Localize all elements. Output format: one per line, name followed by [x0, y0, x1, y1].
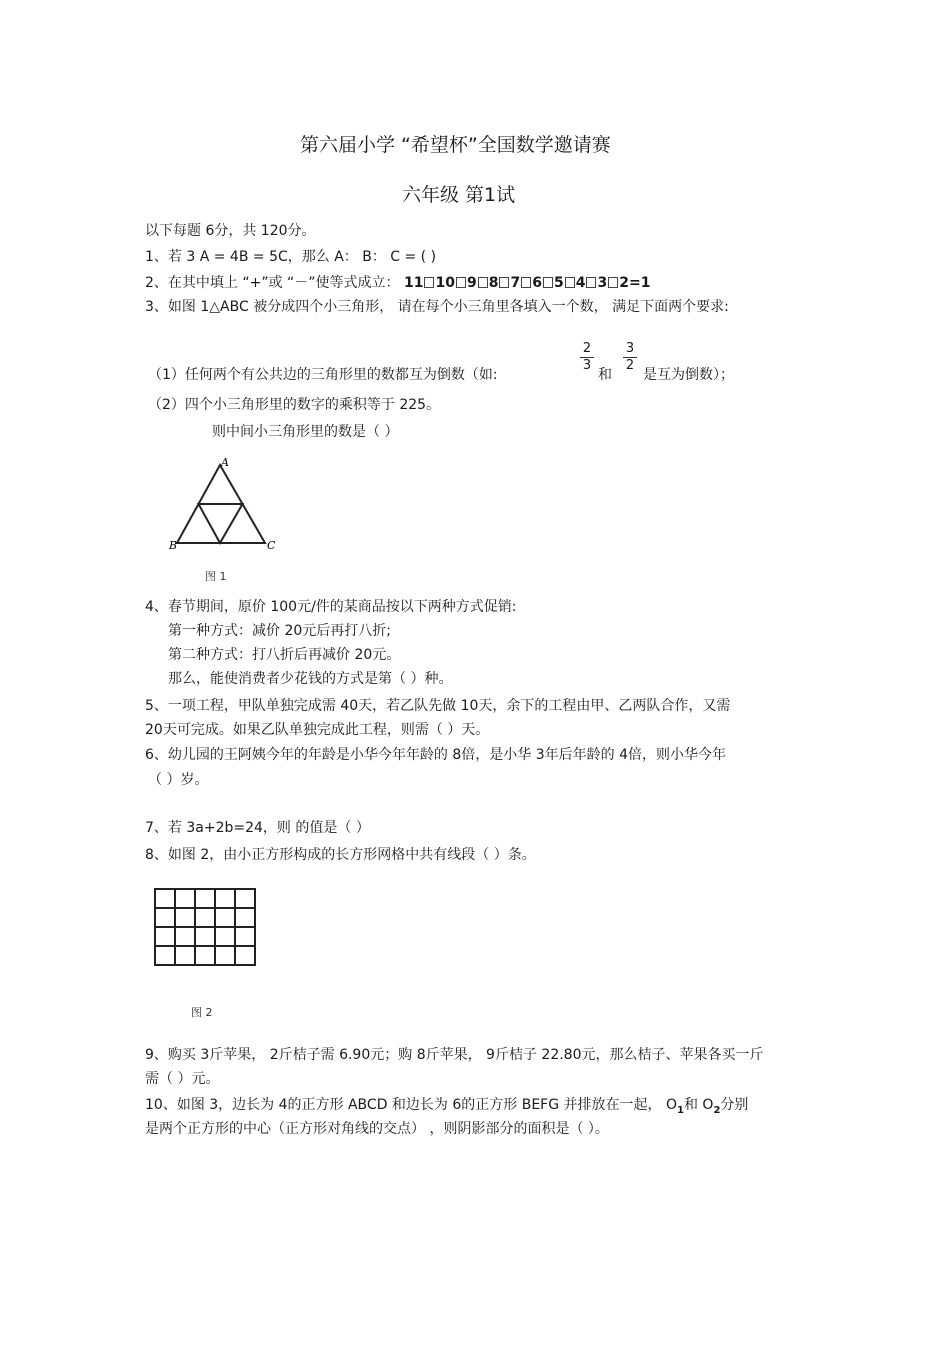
q2-number: 10 [435, 275, 455, 291]
question-7: 7、若 3a+2b=24，则 的值是（ ） [145, 820, 370, 836]
blank-box [478, 277, 488, 288]
q10-sub-2: 2 [713, 1104, 721, 1116]
q2-number: 6 [532, 275, 542, 291]
and-text: 和 [598, 367, 612, 383]
q2-number: 8 [488, 275, 499, 291]
fraction-denominator: 2 [625, 358, 635, 373]
q10-text-b: 分别 [720, 1097, 749, 1113]
question-6-line-1: 6、幼儿园的王阿姨今年的年龄是小华今年年龄的 8倍，是小华 3年后年龄的 4倍，则小华今年 [145, 747, 726, 763]
fraction-three-halves [623, 342, 637, 373]
figure-2-caption: 图 2 [191, 1006, 213, 1019]
figure-1-caption: 图 1 [205, 570, 227, 583]
page-subtitle: 六年级 第1试 [402, 184, 516, 206]
blank-box [456, 277, 466, 288]
question-3-line-4: 则中间小三角形里的数是（ ） [212, 424, 399, 440]
q2-number: 3 [597, 275, 608, 291]
question-4-line-3: 第二种方式：打八折后再减价 20元。 [168, 647, 401, 663]
question-10-line-1 [145, 1096, 748, 1120]
question-9-line-2: 需（ ）元。 [145, 1071, 220, 1087]
grid-diagram [153, 887, 259, 969]
question-9-line-1: 9、购买 3斤苹果， 2斤桔子需 6.90元；购 8斤苹果， 9斤桔子 22.80元，那么桔子、苹果各买一斤 [145, 1047, 764, 1063]
intro-text: 以下每题 6分，共 120分。 [145, 223, 316, 239]
vertex-a-label: A [221, 456, 229, 469]
q2-number: 9 [466, 275, 477, 291]
triangle-diagram [165, 455, 290, 555]
question-5-line-1: 5、一项工程，甲队单独完成需 40天，若乙队先做 10天，余下的工程由甲、乙两队合作，又需 [145, 698, 731, 714]
blank-box [499, 277, 509, 288]
q2-number: 7 [510, 275, 521, 291]
fraction-numerator: 2 [582, 341, 592, 356]
blank-box [586, 277, 596, 288]
page-title: 第六届小学 “希望杯”全国数学邀请赛 [300, 134, 611, 156]
question-2-equation [404, 275, 650, 291]
question-4-line-4: 那么，能使消费者少花钱的方式是第（ ）种。 [168, 671, 453, 687]
blank-box [608, 277, 618, 288]
blank-box [424, 277, 434, 288]
question-3-line-2a: （1）任何两个有公共边的三角形里的数都互为倒数（如: [148, 367, 498, 383]
question-2-prefix: 2、在其中填上 “+”或 “－”使等式成立： [145, 275, 404, 291]
question-5-line-2: 20天可完成。如果乙队单独完成此工程，则需（ ）天。 [145, 722, 490, 738]
question-10-line-2: 是两个正方形的中心（正方形对角线的交点） ，则阴影部分的面积是（ ）。 [145, 1121, 609, 1137]
fraction-denominator: 3 [582, 358, 592, 373]
blank-box [543, 277, 553, 288]
vertex-c-label: C [267, 539, 276, 552]
q10-text-a: 10、如图 3，边长为 4的正方形 ABCD 和边长为 6的正方形 BEFG 并排放在一起， O [145, 1097, 677, 1113]
q2-suffix: =1 [628, 275, 651, 291]
fraction-numerator: 3 [625, 341, 635, 356]
question-4-line-1: 4、春节期间，原价 100元/件的某商品按以下两种方式促销: [145, 599, 517, 615]
q2-number: 2 [619, 275, 629, 291]
q10-sub-1: 1 [677, 1104, 684, 1116]
question-3-line-2b: 是互为倒数）； [643, 367, 734, 383]
fraction-two-thirds [580, 342, 594, 373]
figure-2-grid [153, 887, 263, 1022]
blank-box [521, 277, 531, 288]
figure-1-triangle [165, 455, 290, 585]
question-3-line-3: （2）四个小三角形里的数字的乘积等于 225。 [148, 397, 441, 413]
q10-text-mid: 和 O [683, 1097, 714, 1113]
question-3-line-1: 3、如图 1△ABC 被分成四个小三角形， 请在每个小三角里各填入一个数， 满足下面两个要求: [145, 299, 729, 315]
q2-number: 5 [553, 275, 564, 291]
question-6-line-2: （ ）岁。 [148, 772, 209, 788]
question-8: 8、如图 2，由小正方形构成的长方形网格中共有线段（ ）条。 [145, 847, 536, 863]
blank-box [565, 277, 575, 288]
question-2 [145, 274, 650, 292]
q2-number: 11 [404, 275, 424, 291]
q2-number: 4 [575, 275, 586, 291]
vertex-b-label: B [169, 539, 178, 552]
question-4-line-2: 第一种方式：减价 20元后再打八折; [168, 623, 391, 639]
question-1: 1、若 3 A = 4B = 5C，那么 A： B： C = ( ) [145, 249, 437, 265]
inner-triangle [199, 504, 243, 543]
